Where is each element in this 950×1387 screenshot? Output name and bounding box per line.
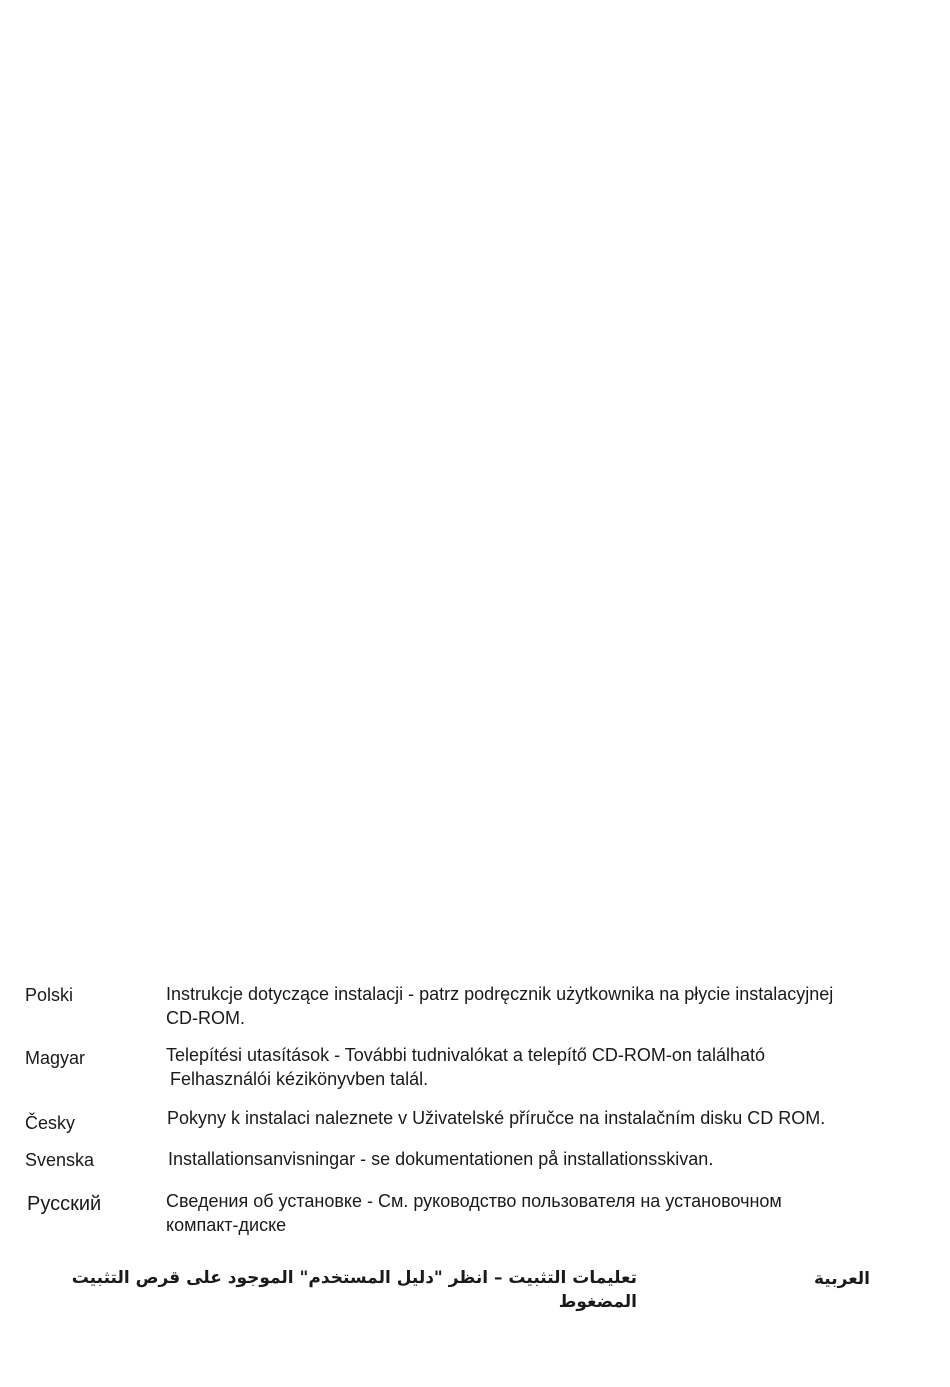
instruction-line: Сведения об установке - См. руководство пользователя на установочном xyxy=(166,1191,782,1211)
language-label-svenska: Svenska xyxy=(25,1150,95,1170)
instruction-text-cesky xyxy=(167,1106,907,1130)
language-label-cesky: Česky xyxy=(25,1113,76,1133)
instruction-text-svenska xyxy=(168,1147,908,1171)
instruction-line: Instrukcje dotyczące instalacji - patrz podręcznik użytkownika na płycie instalacyjnej xyxy=(166,984,834,1004)
instruction-line: компакт-диске xyxy=(166,1215,287,1235)
instruction-text-magyar xyxy=(166,1043,906,1091)
instruction-text-polski xyxy=(166,982,906,1030)
language-label-magyar: Magyar xyxy=(25,1048,86,1068)
instruction-text-russian xyxy=(166,1189,906,1237)
language-label-polski: Polski xyxy=(25,985,74,1005)
instruction-line: CD-ROM. xyxy=(166,1008,245,1028)
instruction-line: Installationsanvisningar - se dokumentationen på installationsskivan. xyxy=(168,1149,714,1169)
language-label-arabic: العربية xyxy=(813,1269,870,1289)
instruction-line: Felhasználói kézikönyvben talál. xyxy=(170,1069,429,1089)
instruction-line: تعليمات التثبيت – انظر "دليل المستخدم" الموجود على قرص التثبيت المضغوط xyxy=(71,1268,637,1312)
instruction-line: Telepítési utasítások - További tudnivalókat a telepítő CD-ROM-on található xyxy=(166,1045,765,1065)
instruction-text-arabic xyxy=(25,1266,637,1314)
instruction-line: Pokyny k instalaci naleznete v Uživatelské příručce na instalačním disku CD ROM. xyxy=(167,1108,826,1128)
language-label-russian: Русский xyxy=(27,1193,102,1215)
